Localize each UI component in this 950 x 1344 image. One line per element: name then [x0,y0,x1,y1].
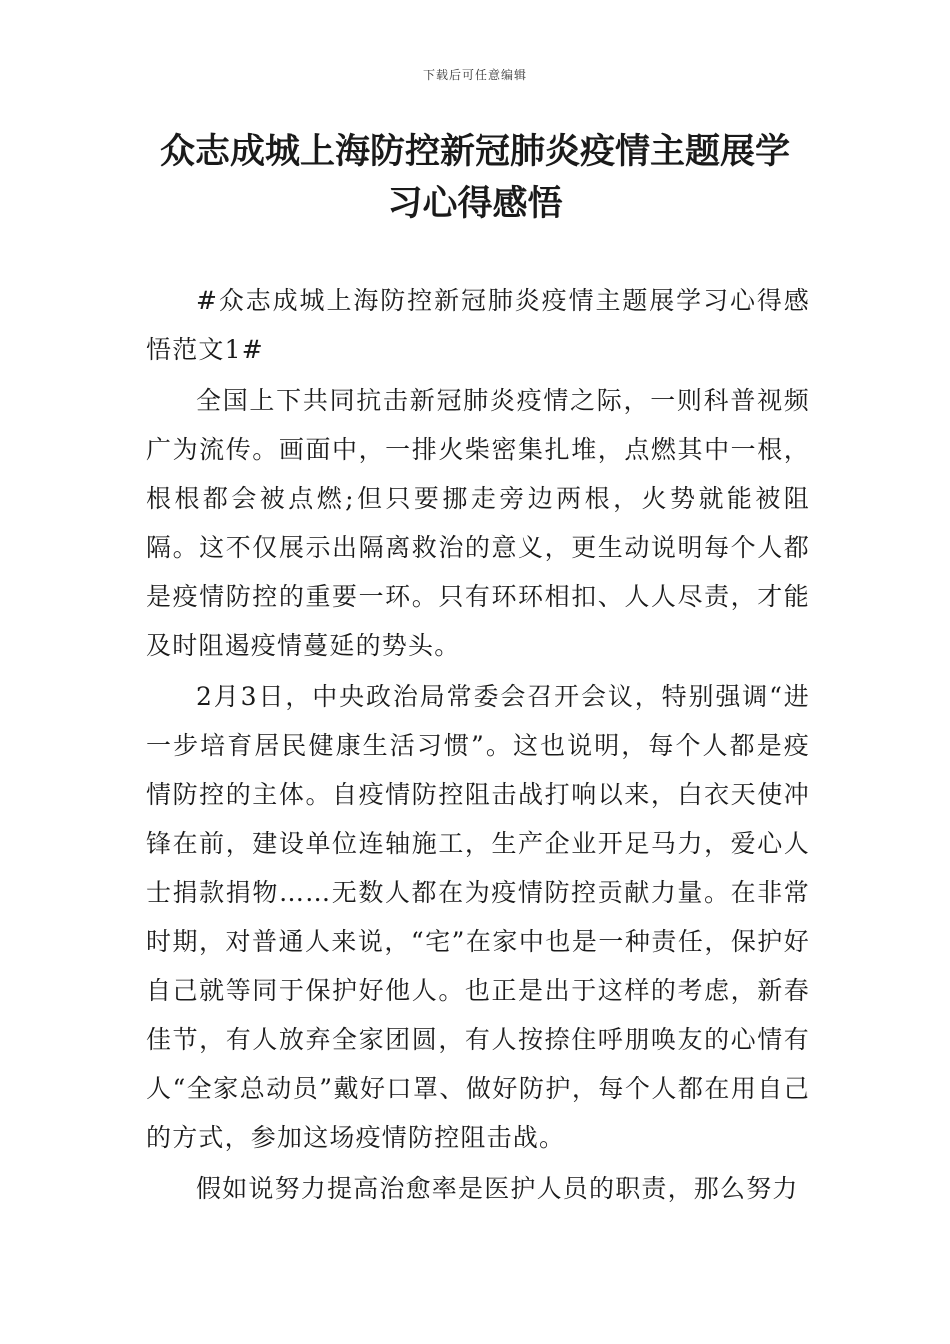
title-line-2: 习心得感悟 [387,184,563,224]
document-body [146,276,810,1215]
paragraph: 全国上下共同抗击新冠肺炎疫情之际，一则科普视频广为流传。画面中，一排火柴密集扎堆，点燃其中一根，根根都会被点燃;但只要挪走旁边两根，火势就能被阻隔。这不仅展示出隔离救治的意义，更生动说明每个人都是疫情防控的重要一环。只有环环相扣、人人尽责，才能及时阻遏疫情蔓延的势头。 [146,386,810,660]
header-note: 下载后可任意编辑 [422,68,527,82]
document-title [140,126,810,230]
paragraph: 2月3日，中央政治局常委会召开会议，特别强调“进一步培育居民健康生活习惯”。这也说明，每个人都是疫情防控的主体。自疫情防控阻击战打响以来，白衣天使冲锋在前，建设单位连轴施工，生产企业开足马力，爱心人士捐款捐物……无数人都在为疫情防控贡献力量。在非常时期，对普通人来说，“宅”在家中也是一种责任，保护好自己就等同于保护好他人。也正是出于这样的考虑，新春佳节，有人放弃全家团圆，有人按捺住呼朋唤友的心情有人“全家总动员”戴好口罩、做好防护，每个人都在用自己的方式，参加这场疫情防控阻击战。 [146,682,810,1152]
paragraph: 假如说努力提高治愈率是医护人员的职责，那么努力 [196,1174,799,1203]
paragraph-heading: #众志成城上海防控新冠肺炎疫情主题展学习心得感悟范文1# [146,286,810,364]
title-line-1: 众志成城上海防控新冠肺炎疫情主题展学 [159,132,790,172]
